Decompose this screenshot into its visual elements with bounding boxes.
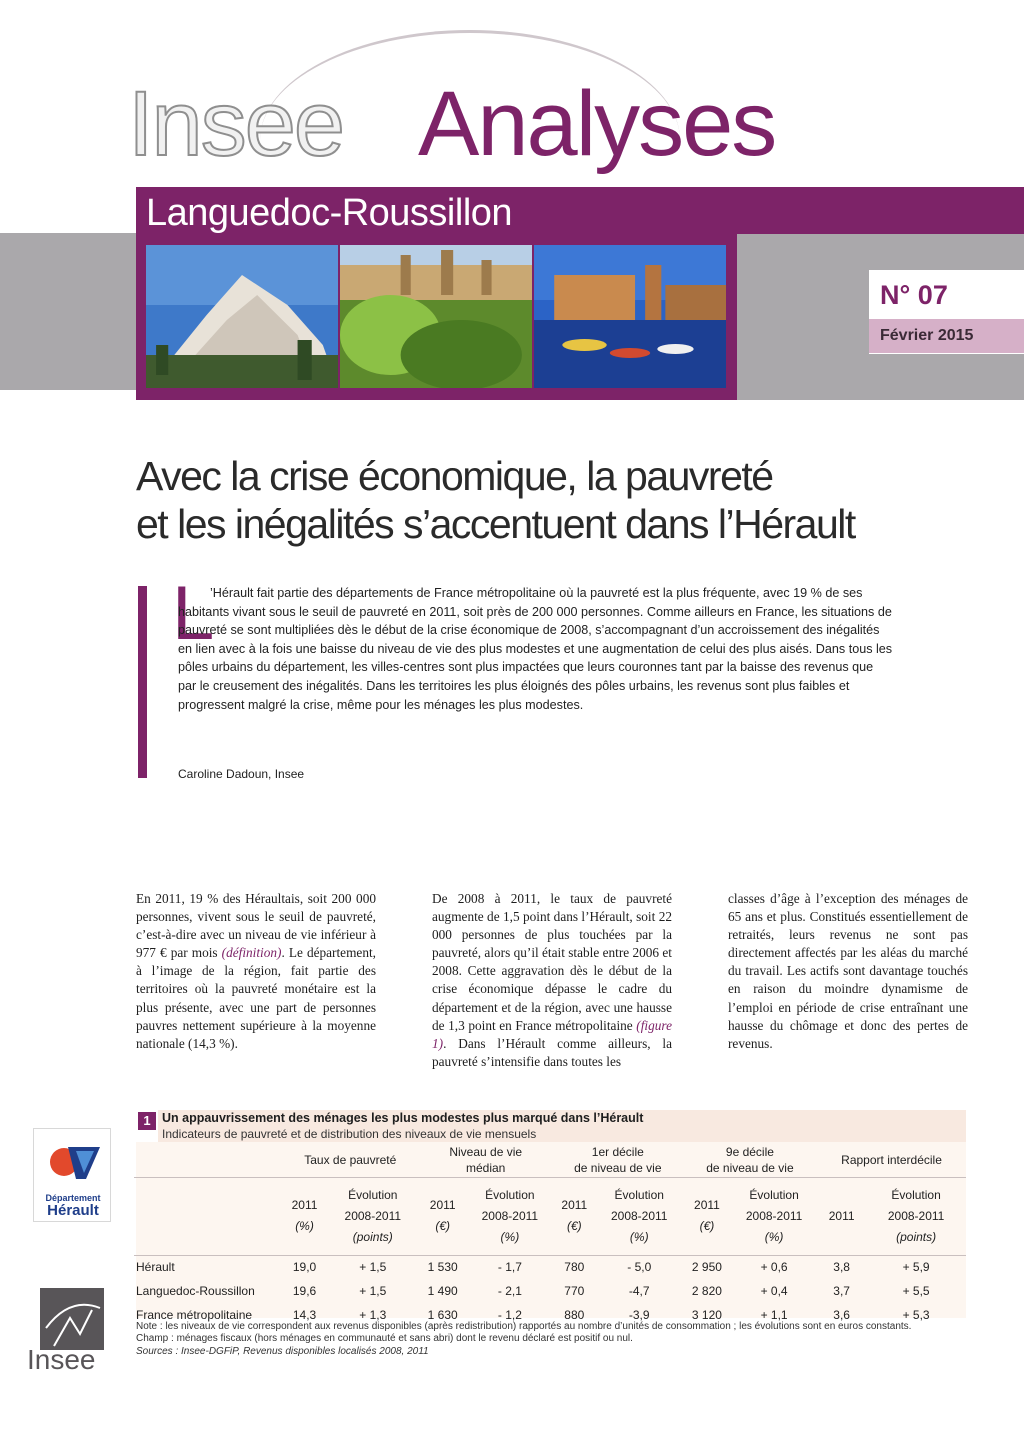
table-cell: + 0,4 <box>760 1284 788 1298</box>
dept-logo-line-1: Département <box>45 1193 101 1203</box>
subheader-cell: 2011 <box>817 1177 866 1255</box>
group-header: Rapport interdécile <box>817 1143 966 1177</box>
header-grey-band-left <box>0 233 140 390</box>
table-cell: 19,6 <box>292 1284 317 1298</box>
row-label: Languedoc-Roussillon <box>136 1284 255 1298</box>
group-header: 1er décile de niveau de vie <box>553 1143 683 1177</box>
subheader-cell: Évolution 2008-2011 (%) <box>596 1177 683 1255</box>
region-name: Languedoc-Roussillon <box>146 192 513 234</box>
table-corner <box>134 1143 282 1177</box>
row-label: Hérault <box>136 1260 175 1275</box>
subheader-cell: 2011 (€) <box>419 1177 467 1255</box>
table-cell: - 1,2 <box>497 1308 522 1322</box>
subheader-cell: 2011 (€) <box>683 1177 731 1255</box>
photo-vineyard-castle <box>340 245 532 388</box>
table-cell: 3,6 <box>833 1308 850 1322</box>
intro-accent-bar <box>138 586 147 778</box>
figure-notes <box>136 1321 966 1358</box>
table-row <box>134 1255 966 1279</box>
definition-link[interactable]: (définition) <box>221 945 282 961</box>
photo-harbor-boats <box>534 245 726 388</box>
table-cell: 3 120 <box>691 1308 722 1322</box>
intro-author: Caroline Dadoun, Insee <box>178 767 305 781</box>
insee-logo-text: Insee <box>27 1344 96 1375</box>
departement-herault-logo <box>33 1128 111 1222</box>
table-cell: 2 950 <box>691 1260 722 1275</box>
table-cell: 14,3 <box>292 1308 317 1322</box>
col1-text-a: En 2011, 19 % des Héraultais, soit 200 000 personnes, vivent sous le seuil de pauvreté, c’est-à-dire avec un niveau de vie inférieur à 977 € par mois <box>136 891 376 961</box>
table-group-header-row <box>134 1143 966 1177</box>
col2-text-b: . Dans l’Hérault comme ailleurs, la pauvreté s’intensifie dans toutes les <box>432 1035 672 1069</box>
body-column-2 <box>432 890 672 1071</box>
figure-subtitle: Indicateurs de pauvreté et de distribution des niveaux de vie mensuels <box>162 1127 537 1141</box>
subheader-cell: 2011 (%) <box>282 1177 327 1255</box>
table-cell: + 5,9 <box>902 1260 930 1275</box>
photo-city-buildings <box>146 245 338 388</box>
table-cell: - 2,1 <box>497 1284 522 1298</box>
table-cell: + 0,6 <box>760 1260 788 1275</box>
table-cell: 2 820 <box>691 1284 722 1298</box>
table-cell: -3,9 <box>628 1308 650 1322</box>
table-row <box>134 1279 966 1303</box>
figure-title: Un appauvrissement des ménages les plus modestes plus marqué dans l’Hérault <box>162 1111 644 1125</box>
table-cell: + 1,3 <box>359 1308 387 1322</box>
group-header: 9e décile de niveau de vie <box>683 1143 817 1177</box>
figure-note: Note : les niveaux de vie correspondent aux revenus disponibles (après redistribution) rapportés au nombre d’unités de consommation ; les évolutions sont en euros constants. <box>136 1321 912 1332</box>
table-cell: + 5,5 <box>902 1284 930 1298</box>
table-cell: -4,7 <box>628 1284 650 1298</box>
subheader-cell: 2011 (€) <box>553 1177 596 1255</box>
group-header: Niveau de vie médian <box>419 1143 553 1177</box>
table-cell: 1 490 <box>427 1284 458 1298</box>
figure-sources: Sources : Insee-DGFiP, Revenus disponibles localisés 2008, 2011 <box>136 1345 429 1357</box>
table-cell: 1 630 <box>427 1308 458 1322</box>
table-cell: 3,8 <box>833 1260 850 1275</box>
poverty-indicators-table <box>134 1143 966 1327</box>
table-cell: 1 530 <box>427 1260 458 1275</box>
brand-insee: Insee <box>128 73 344 175</box>
table-cell: 780 <box>564 1260 585 1275</box>
subheader-cell: Évolution 2008-2011 (points) <box>327 1177 418 1255</box>
brand-analyses: Analyses <box>418 73 776 175</box>
issue-number: N° 07 <box>880 280 948 310</box>
table-subheader-row <box>134 1177 966 1255</box>
col1-text-b: . Le département, à l’image de la région, fait partie des territoires où la pauvreté monétaire est la plus présente, avec une part de personnes pauvres nettement supérieure à la moyenne nationale (14,3 %). <box>136 945 376 1051</box>
departement-emblem-icon <box>46 1143 102 1181</box>
title-line-2: et les inégalités s’accentuent dans l’Hérault <box>136 501 855 547</box>
col2-text-a: De 2008 à 2011, le taux de pauvreté augmente de 1,5 point dans l’Hérault, soit 22 000 personnes de plus touchées par la pauvreté, alors qu’il était stable entre 2006 et 2008. Cette aggravation dès le début de la crise économique dépasse le cadre du département et de la région, avec une hausse de 1,3 point en France métropolitaine <box>432 891 672 1033</box>
table-cell: + 1,1 <box>760 1308 788 1322</box>
body-column-1 <box>136 890 376 1053</box>
table-cell: 3,7 <box>833 1284 850 1298</box>
intro-dropcap: L <box>172 571 215 656</box>
intro-paragraph: ’Hérault fait partie des départements de France métropolitaine où la pauvreté est la plus fréquente, avec 19 % de ses habitants vivant sous le seuil de pauvreté en 2011, soit près de 200 000 personnes. Comme ailleurs en France, les situations de pauvreté se sont multipliées dès le début de la crise économique de 2008, s’accompagnant d’un accroissement des inégalités en lien avec à la fois une baisse du niveau de vie des plus modestes et une augmentation de celui des plus aisés. Dans tous les pôles urbains du département, les villes-centres sont plus impactées que leurs couronnes tant par la baisse des revenus que par le creusement des inégalités. Dans les territoires les plus éloignés des pôles urbains, les revenus sont plus faibles et progressent malgré la crise, même pour les ménages les plus modestes. <box>178 586 893 712</box>
subheader-cell: Évolution 2008-2011 (points) <box>866 1177 966 1255</box>
title-line-1: Avec la crise économique, la pauvreté <box>136 453 773 499</box>
figure-number: 1 <box>138 1112 156 1130</box>
row-label: France métropolitaine <box>136 1308 253 1322</box>
table-cell: - 1,7 <box>497 1260 522 1275</box>
dept-logo-line-2: Hérault <box>47 1202 99 1219</box>
subheader-cell: Évolution 2008-2011 (%) <box>467 1177 553 1255</box>
table-cell: 19,0 <box>292 1260 317 1275</box>
figure-1-link[interactable]: (figure 1) <box>432 1017 672 1051</box>
group-header: Taux de pauvreté <box>282 1143 419 1177</box>
table-cell: - 5,0 <box>627 1260 652 1275</box>
table-corner-sub <box>134 1177 282 1255</box>
subheader-cell: Évolution 2008-2011 (%) <box>731 1177 817 1255</box>
table-cell: + 1,5 <box>359 1260 387 1275</box>
table-cell: 770 <box>564 1284 585 1298</box>
body-column-3: classes d’âge à l’exception des ménages de 65 ans et plus. Constitués essentiellement de retraités, leurs revenus ne sont pas directement affectés par les aléas du marché du travail. Les actifs sont davantage touchés en raison du moindre dynamisme de l’emploi en période de crise entraînant une hausse du chômage et donc des pertes de revenus. <box>728 891 968 1051</box>
figure-champ: Champ : ménages fiscaux (hors ménages en communauté et sans abri) dont le revenu déclaré est positif ou nul. <box>136 1333 633 1345</box>
insee-emblem-icon <box>40 1288 104 1350</box>
issue-date: Février 2015 <box>880 327 974 344</box>
table-cell: + 1,5 <box>359 1284 387 1298</box>
header-photos <box>146 245 726 388</box>
table-cell: + 5,3 <box>902 1308 930 1322</box>
article-title <box>136 452 996 548</box>
table-cell: 880 <box>564 1308 585 1322</box>
